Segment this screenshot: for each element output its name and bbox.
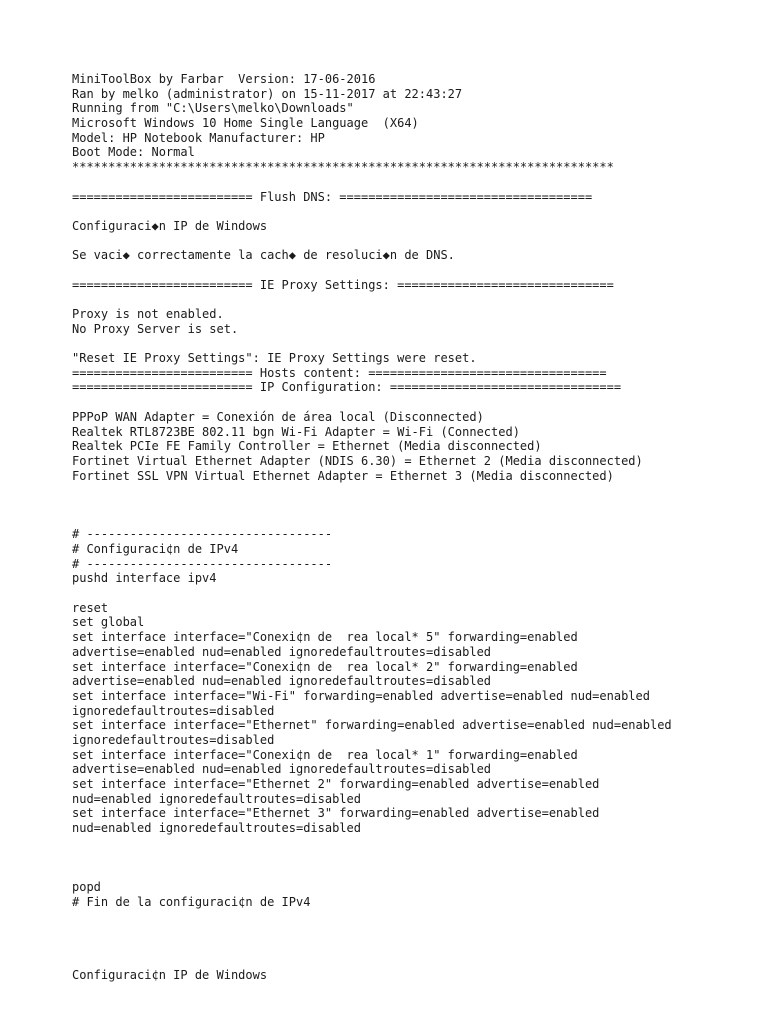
log-line: *************************************************************************** <box>72 160 614 175</box>
log-line: Ran by melko (administrator) on 15-11-2017 at 22:43:27 <box>72 86 463 101</box>
log-line <box>72 395 752 410</box>
log-line: Se vaci◆ correctamente la cach◆ de resoluci◆n de DNS. <box>72 248 455 263</box>
log-line <box>72 939 752 954</box>
log-line <box>72 292 752 307</box>
log-line <box>72 498 752 513</box>
log-line: Configuraci◆n IP de Windows <box>72 218 268 233</box>
log-line <box>72 513 752 528</box>
log-line: set interface interface="Ethernet 2" forwarding=enabled advertise=enabled <box>72 777 600 791</box>
log-line: PPPoP WAN Adapter = Conexión de área local (Disconnected) <box>72 409 484 424</box>
log-line <box>72 953 752 968</box>
log-line: popd <box>72 879 101 894</box>
log-line: # ---------------------------------- <box>72 556 333 571</box>
log-line: reset <box>72 600 109 615</box>
log-line: Fortinet SSL VPN Virtual Ethernet Adapter = Ethernet 3 (Media disconnected) <box>72 468 614 483</box>
log-line <box>72 234 752 249</box>
log-line <box>72 175 752 190</box>
log-line: Fortinet Virtual Ethernet Adapter (NDIS 6.30) = Ethernet 2 (Media disconnected) <box>72 453 643 468</box>
log-line: ignoredefaultroutes=disabled <box>72 732 275 747</box>
log-line: set interface interface="Conexi¢n de rea local* 1" forwarding=enabled <box>72 747 578 762</box>
log-line: Proxy is not enabled. <box>72 307 224 321</box>
log-line: Running from "C:\Users\melko\Downloads" <box>72 101 354 116</box>
log-line: ========================= Flush DNS: =================================== <box>72 189 593 204</box>
log-line: # Configuraci¢n de IPv4 <box>72 542 239 556</box>
log-line: set interface interface="Conexi¢n de rea local* 2" forwarding=enabled <box>72 659 578 674</box>
log-line: Boot Mode: Normal <box>72 145 195 160</box>
log-line: pushd interface ipv4 <box>72 571 217 586</box>
log-line <box>72 483 752 498</box>
log-line <box>72 836 752 851</box>
log-text-block <box>72 72 752 983</box>
log-line: nud=enabled ignoredefaultroutes=disabled <box>72 821 361 836</box>
log-line <box>72 924 752 939</box>
log-line <box>72 909 752 924</box>
log-line: Configuraci¢n IP de Windows <box>72 967 268 982</box>
log-line: nud=enabled ignoredefaultroutes=disabled <box>72 791 361 806</box>
log-line: Model: HP Notebook Manufacturer: HP <box>72 130 325 145</box>
log-line: set global <box>72 615 145 630</box>
log-line: advertise=enabled nud=enabled ignoredefaultroutes=disabled <box>72 762 492 777</box>
log-line: set interface interface="Ethernet" forwarding=enabled advertise=enabled nud=enabled <box>72 718 672 733</box>
log-line <box>72 586 752 601</box>
log-line <box>72 336 752 351</box>
log-line: ========================= Hosts content: ================================= <box>72 365 607 380</box>
log-line: set interface interface="Conexi¢n de rea local* 5" forwarding=enabled <box>72 630 578 645</box>
log-line: set interface interface="Wi-Fi" forwarding=enabled advertise=enabled nud=enabled <box>72 688 650 703</box>
log-line: ========================= IE Proxy Settings: ============================== <box>72 277 614 292</box>
log-line: "Reset IE Proxy Settings": IE Proxy Settings were reset. <box>72 351 477 366</box>
log-line: ignoredefaultroutes=disabled <box>72 703 275 718</box>
log-line: Microsoft Windows 10 Home Single Language (X64) <box>72 116 419 131</box>
log-line: advertise=enabled nud=enabled ignoredefaultroutes=disabled <box>72 644 492 659</box>
log-line <box>72 865 752 880</box>
log-line: Realtek RTL8723BE 802.11 bgn Wi-Fi Adapter = Wi-Fi (Connected) <box>72 424 520 439</box>
log-line: set interface interface="Ethernet 3" forwarding=enabled advertise=enabled <box>72 806 600 821</box>
log-line: advertise=enabled nud=enabled ignoredefaultroutes=disabled <box>72 674 492 689</box>
log-line: Realtek PCIe FE Family Controller = Ethernet (Media disconnected) <box>72 439 542 454</box>
log-line: # Fin de la configuraci¢n de IPv4 <box>72 894 311 909</box>
log-line: No Proxy Server is set. <box>72 321 239 336</box>
log-line <box>72 263 752 278</box>
log-line: ========================= IP Configuration: ================================ <box>72 380 622 395</box>
log-line: MiniToolBox by Farbar Version: 17-06-2016 <box>72 72 376 86</box>
log-line: # ---------------------------------- <box>72 527 333 542</box>
log-line <box>72 850 752 865</box>
log-line <box>72 204 752 219</box>
